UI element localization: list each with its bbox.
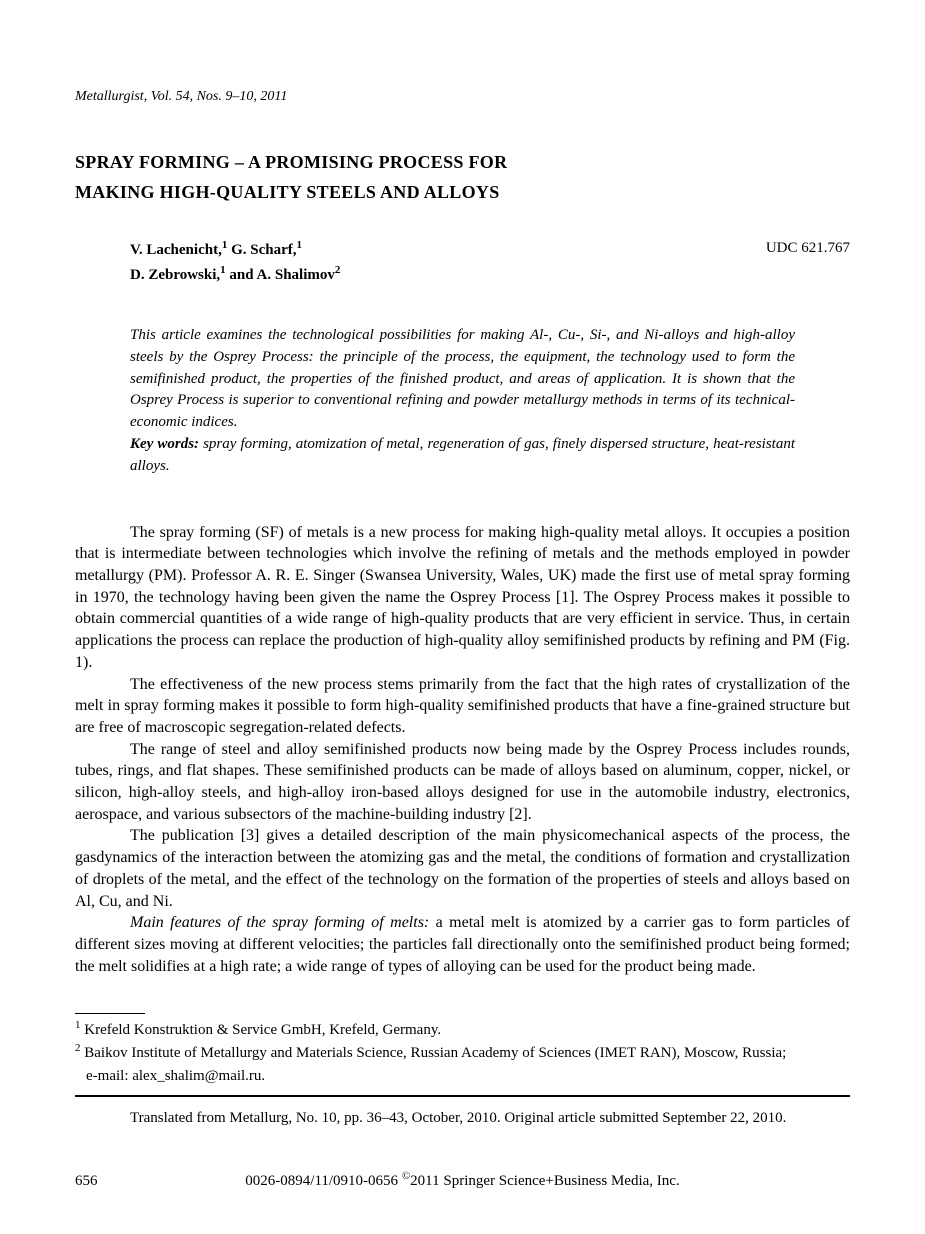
journal-header: Metallurgist, Vol. 54, Nos. 9–10, 2011 [75, 89, 288, 104]
copyright-icon: © [401, 1170, 411, 1183]
page-number: 656 [75, 1173, 98, 1190]
footer-rule [75, 1095, 850, 1097]
paragraph-4: The publication [3] gives a detailed description of the main physicomechanical aspects of the process, the gasdynamics of the interaction between the atomizing gas and the metal, the conditions of formation and crystallization of droplets of the metal, and the effect of the technology on the formation of the properties of steels and alloys based on Al, Cu, and Ni. [75, 827, 850, 910]
paragraph-5-rest: a metal melt is atomized by a carrier gas to form particles of different sizes moving at different velocities; the particles fall directionally onto the semifinished product being formed; the melt solidifies at a high rate; a wide range of types of alloying can be used for the product being made. [75, 914, 851, 975]
footnote-2-continuation [75, 1065, 850, 1088]
author-name: V. Lachenicht, [130, 242, 222, 258]
abstract-text: This article examines the technological possibilities for making Al-, Cu-, Si-, and Ni-alloys and high-alloy steels by the Osprey Process: the principle of the process, the equipment, the technology used to form the semifinished product, the properties of the finished product, and areas of application. It is shown that the Osprey Process is superior to conventional refining and powder metallurgy methods in terms of its technical-economic indices. [130, 327, 795, 431]
footnotes [75, 1013, 850, 1088]
article-title [75, 147, 850, 207]
paragraph-3: The range of steel and alloy semifinished products now being made by the Osprey Process includes rounds, tubes, rings, and flat shapes. These semifinished products can be made of alloys based on aluminum, copper, nickel, or silicon, high-alloy steels, and high-alloy iron-based alloys designed for use in the automobile industry, electronics, aerospace, and various subsectors of the machine-building industry [2]. [75, 740, 850, 823]
footnote-1 [75, 1019, 850, 1042]
paragraph-5 [75, 912, 850, 977]
footnote-2-email: e-mail: alex_shalim@mail.ru. [86, 1068, 266, 1085]
author-name: D. Zebrowski, [130, 267, 221, 283]
footnote-1-mark: 1 [75, 1019, 81, 1032]
author-affiliation-mark: 1 [296, 239, 302, 251]
author-name: and A. Shalimov [229, 267, 335, 283]
footnote-2-text: Baikov Institute of Metallurgy and Materials Science, Russian Academy of Sciences (IMET RAN), Moscow, Russia; [84, 1045, 787, 1062]
translation-note: Translated from Metallurg, No. 10, pp. 36–43, October, 2010. Original article submitted September 22, 2010. [130, 1110, 787, 1127]
article-title-line1: SPRAY FORMING – A PROMISING PROCESS FOR [75, 152, 508, 172]
footnote-2 [75, 1042, 850, 1065]
author-line-1 [130, 238, 340, 263]
keywords-label: Key words: [130, 435, 200, 452]
udc-code: UDC 621.767 [765, 240, 850, 256]
authors-block [130, 238, 340, 288]
author-affiliation-mark: 2 [334, 264, 341, 276]
article-title-line2: MAKING HIGH-QUALITY STEELS AND ALLOYS [75, 182, 500, 202]
article-body [75, 522, 850, 978]
keywords-text: spray forming, atomization of metal, regeneration of gas, finely dispersed structure, heat-resistant alloys. [130, 435, 795, 474]
author-affiliation-mark: 1 [220, 264, 226, 276]
author-affiliation-mark: 1 [221, 239, 228, 251]
author-line-2 [130, 263, 340, 288]
footnote-separator [75, 1013, 145, 1014]
byline-row [130, 238, 850, 288]
paragraph-5-lead: Main features of the spray forming of melts: [130, 914, 430, 932]
page-footer [75, 1171, 850, 1192]
paragraph-1: The spray forming (SF) of metals is a new process for making high-quality metal alloys. It occupies a position that is intermediate between technologies which involve the refining of metals and the methods employed in powder metallurgy (PM). Professor A. R. E. Singer (Swansea University, Wales, UK) made the first use of metal spray forming in 1970, the technology having been given the name the Osprey Process [1]. The Osprey Process makes it possible to obtain commercial quantities of a wide range of high-quality products that are very efficient in service. Thus, in certain applications the process can replace the production of high-quality alloy semifinished products by refining and PM (Fig. 1). [75, 523, 850, 671]
copyright-line [75, 1171, 850, 1192]
author-name: G. Scharf, [231, 242, 297, 258]
keywords-line [130, 434, 795, 478]
footnote-1-text: Krefeld Konstruktion & Service GmbH, Krefeld, Germany. [84, 1022, 442, 1039]
paragraph-2: The effectiveness of the new process stems primarily from the fact that the high rates of crystallization of the melt in spray forming makes it possible to form high-quality semifinished products that have a fine-grained structure but are free of macroscopic segregation-related defects. [75, 675, 850, 736]
abstract [130, 325, 795, 478]
footnote-2-mark: 2 [75, 1042, 81, 1055]
copyright-text: 2011 Springer Science+Business Media, Inc. [410, 1173, 680, 1190]
issn-code: 0026-0894/11/0910-0656 [245, 1173, 399, 1190]
